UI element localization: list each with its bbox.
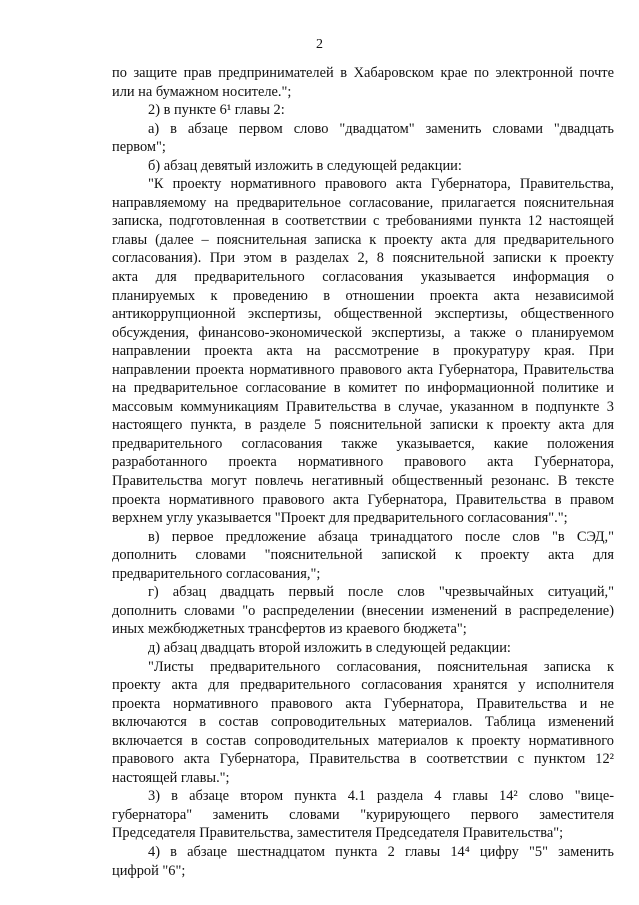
text-line: Председателя Правительства, заместителя Председателя Правительства"; bbox=[112, 825, 564, 842]
text-line: губернатора" заменить словами "курирующего первого заместителя bbox=[112, 806, 614, 823]
text-line: предварительного согласования,"; bbox=[112, 565, 321, 582]
text-line: дополнить словами "о распределении (внесении изменений в распределение) bbox=[112, 602, 614, 619]
text-line: предварительного согласования также указывается, какие положения bbox=[112, 435, 614, 452]
document-body bbox=[112, 64, 614, 880]
text-line: правового акта Губернатора, Правительства в соответствии с пунктом 12² bbox=[112, 751, 614, 768]
text-line: записка, подготовленная в соответствии с требованиями пункта 12 настоящей bbox=[112, 213, 614, 230]
text-line: 2) в пункте 6¹ главы 2: bbox=[148, 102, 285, 119]
text-line: дополнить словами "пояснительной запиской к проекту акта для bbox=[112, 547, 614, 564]
text-line: или на бумажном носителе."; bbox=[112, 83, 292, 100]
text-line: разработанного проекта нормативного правового акта Губернатора, bbox=[112, 454, 614, 471]
text-line: Правительства могут повлечь негативный общественный резонанс. В тексте bbox=[112, 473, 614, 490]
text-line: г) абзац двадцать первый после слов "чрезвычайных ситуаций," bbox=[148, 584, 614, 601]
text-line: по защите прав предпринимателей в Хабаровском крае по электронной почте bbox=[112, 65, 614, 81]
text-line: 4) в абзаце шестнадцатом пункта 2 главы 14⁴ цифру "5" заменить bbox=[148, 843, 614, 860]
text-line: верхнем углу указывается "Проект для предварительного согласования"."; bbox=[112, 510, 568, 527]
text-line: б) абзац девятый изложить в следующей редакции: bbox=[148, 157, 462, 174]
text-line: включается в состав сопроводительных материалов к проекту нормативного bbox=[112, 732, 614, 749]
text-line: в) первое предложение абзаца тринадцатого после слов "в СЭД," bbox=[148, 528, 614, 545]
text-line: "Листы предварительного согласования, пояснительная записка к bbox=[148, 658, 614, 675]
text-line: иных межбюджетных трансфертов из краевого бюджета"; bbox=[112, 621, 467, 638]
text-line: проекта нормативного правового акта Губернатора, Правительства и не bbox=[112, 695, 614, 712]
page-number: 2 bbox=[316, 37, 323, 52]
text-line: на предварительное согласование в комитет по информационной политике и bbox=[112, 380, 614, 397]
text-line: направляемому на предварительное согласование, прилагается пояснительная bbox=[112, 194, 614, 211]
text-line: проекту акта для предварительного согласования хранятся у исполнителя bbox=[112, 677, 614, 694]
text-line: д) абзац двадцать второй изложить в следующей редакции: bbox=[148, 639, 511, 656]
text-line: 3) в абзаце втором пункта 4.1 раздела 4 главы 14² слово "вице- bbox=[148, 788, 614, 805]
text-line: массовым коммуникациям Правительства в случае, указанном в подпункте 3 bbox=[112, 398, 614, 415]
text-line: настоящего пункта, в разделе 5 пояснительной записки к проекту акта для bbox=[112, 417, 614, 434]
text-line: цифрой "6"; bbox=[112, 862, 186, 879]
text-line: направлении проекта акта на рассмотрение в прокуратуру края. При bbox=[112, 343, 614, 360]
text-line: первом"; bbox=[112, 139, 166, 156]
text-line: проекта нормативного правового акта Губернатора, Правительства в правом bbox=[112, 491, 614, 508]
text-line: планируемых к проведению в отношении проекта акта независимой bbox=[112, 287, 614, 304]
text-line: направлении проекта нормативного правового акта Губернатора, Правительства bbox=[112, 361, 614, 378]
text-line: антикоррупционной экспертизы, общественной экспертизы, общественного bbox=[112, 306, 614, 323]
text-line: включаются в состав сопроводительных материалов. Таблица изменений bbox=[112, 714, 614, 731]
text-line: а) в абзаце первом слово "двадцатом" заменить словами "двадцать bbox=[148, 120, 614, 137]
text-line: настоящей главы."; bbox=[112, 769, 230, 786]
text-line: акта для предварительного согласования указывается информация о bbox=[112, 269, 614, 286]
text-line: главы (далее – пояснительная записка к проекту акта для предварительного bbox=[112, 231, 614, 248]
text-line: "К проекту нормативного правового акта Губернатора, Правительства, bbox=[148, 176, 614, 193]
text-line: согласования). При этом в разделах 2, 8 пояснительной записки к проекту bbox=[112, 250, 614, 267]
text-line: обсуждения, финансово-экономической экспертизы, а также о планируемом bbox=[112, 324, 614, 341]
